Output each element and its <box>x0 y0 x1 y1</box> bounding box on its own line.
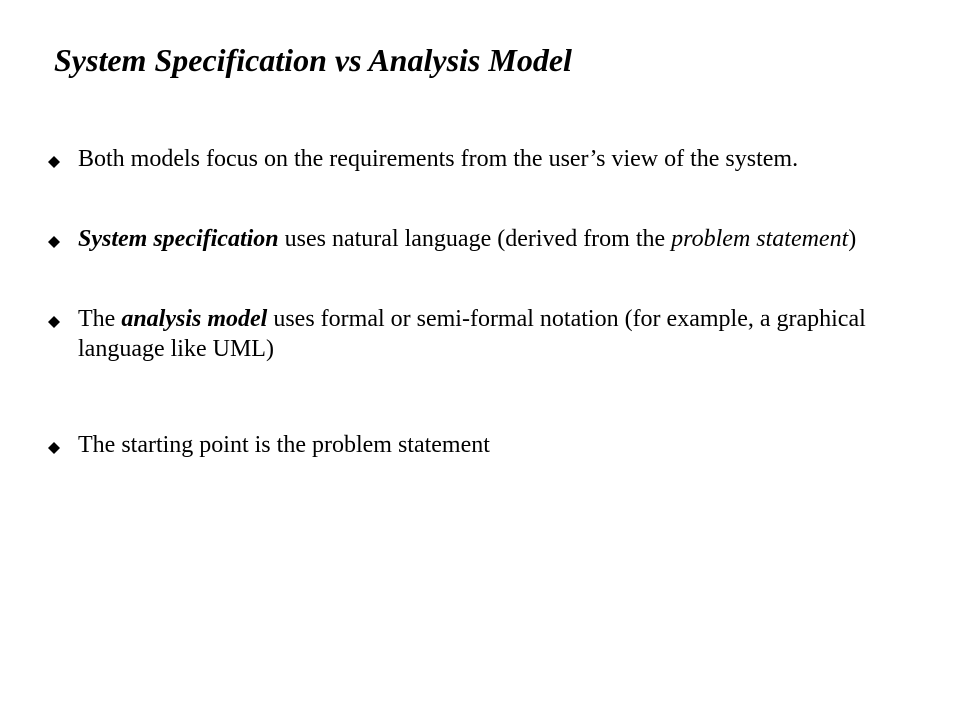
bullet-item <box>48 430 908 460</box>
diamond-bullet-icon <box>48 442 60 454</box>
bullet-item <box>48 304 908 364</box>
bullet-item <box>48 224 908 254</box>
bullet-text-part: ) <box>848 226 857 252</box>
bullet-text-part: The starting point is the problem statement <box>78 432 490 458</box>
slide-title: System Specification vs Analysis Model <box>54 42 572 78</box>
bullet-text-part: uses formal or semi-formal notation (for example, a graphical language like UML) <box>78 306 866 362</box>
bullet-text-part: uses natural language (derived from the <box>278 226 672 252</box>
bullet-text <box>78 430 908 460</box>
term-system-specification: System specification <box>78 226 279 252</box>
bullet-text-part: The <box>78 306 122 332</box>
bullet-text-part: Both models focus on the requirements from the user’s view of the system. <box>78 146 799 172</box>
diamond-bullet-icon <box>48 156 60 168</box>
bullet-text <box>78 144 908 174</box>
diamond-bullet-icon <box>48 236 60 248</box>
term-problem-statement: problem statement <box>671 226 849 252</box>
bullet-text <box>78 304 908 364</box>
term-analysis-model: analysis model <box>121 306 268 332</box>
diamond-bullet-icon <box>48 316 60 328</box>
bullet-item <box>48 144 908 174</box>
bullet-text <box>78 224 908 254</box>
